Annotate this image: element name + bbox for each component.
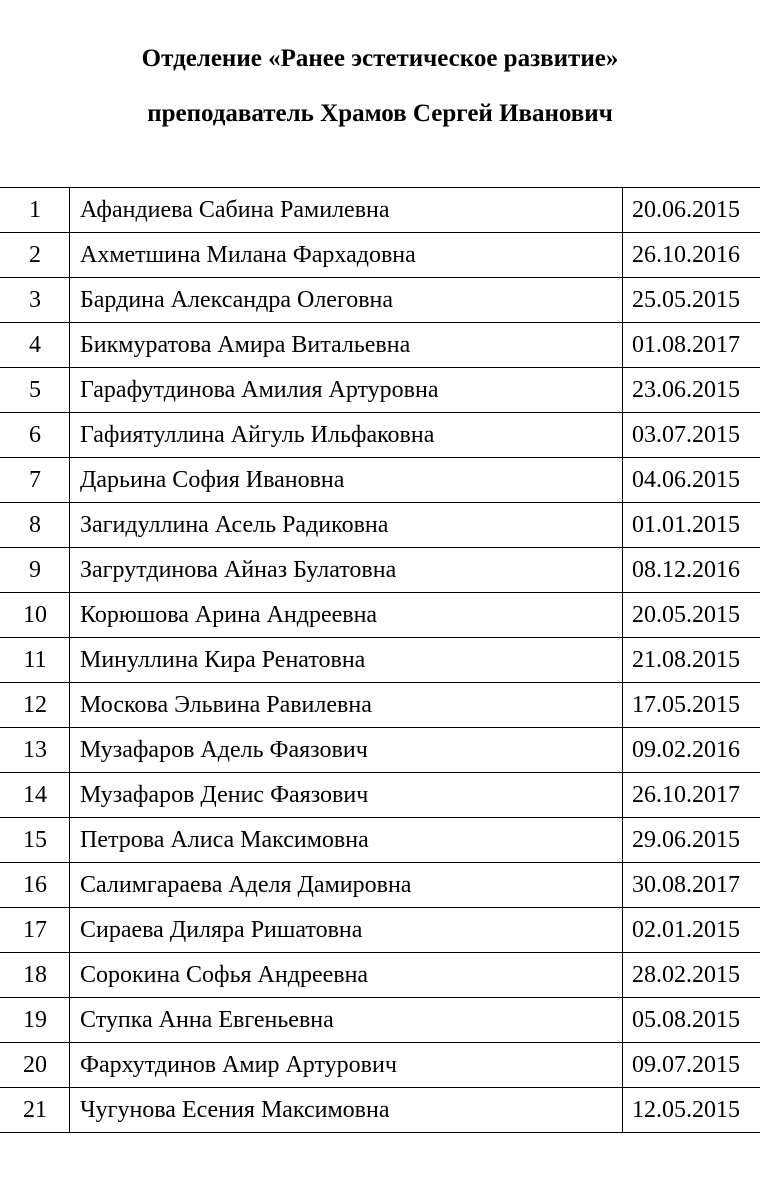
student-name: Дарьина София Ивановна <box>70 458 623 503</box>
student-name: Ахметшина Милана Фархадовна <box>70 233 623 278</box>
row-number: 7 <box>0 458 70 503</box>
table-row <box>0 278 760 323</box>
student-name: Сорокина Софья Андреевна <box>70 953 623 998</box>
birth-date: 04.06.2015 <box>623 458 760 503</box>
table-row <box>0 458 760 503</box>
row-number: 5 <box>0 368 70 413</box>
student-name: Петрова Алиса Максимовна <box>70 818 623 863</box>
table-row <box>0 368 760 413</box>
table-row <box>0 638 760 683</box>
row-number: 13 <box>0 728 70 773</box>
table-row <box>0 683 760 728</box>
birth-date: 25.05.2015 <box>623 278 760 323</box>
student-name: Москова Эльвина Равилевна <box>70 683 623 728</box>
row-number: 20 <box>0 1043 70 1088</box>
table-row <box>0 188 760 233</box>
birth-date: 23.06.2015 <box>623 368 760 413</box>
table-row <box>0 818 760 863</box>
birth-date: 30.08.2017 <box>623 863 760 908</box>
student-name: Ступка Анна Евгеньевна <box>70 998 623 1043</box>
row-number: 3 <box>0 278 70 323</box>
row-number: 18 <box>0 953 70 998</box>
birth-date: 01.01.2015 <box>623 503 760 548</box>
student-name: Музафаров Адель Фаязович <box>70 728 623 773</box>
birth-date: 12.05.2015 <box>623 1088 760 1133</box>
table-row <box>0 1043 760 1088</box>
student-name: Корюшова Арина Андреевна <box>70 593 623 638</box>
birth-date: 20.06.2015 <box>623 188 760 233</box>
row-number: 15 <box>0 818 70 863</box>
row-number: 16 <box>0 863 70 908</box>
birth-date: 08.12.2016 <box>623 548 760 593</box>
birth-date: 28.02.2015 <box>623 953 760 998</box>
student-table <box>0 187 760 1133</box>
student-name: Бикмуратова Амира Витальевна <box>70 323 623 368</box>
document-title: Отделение «Ранее эстетическое развитие» <box>141 45 619 72</box>
birth-date: 17.05.2015 <box>623 683 760 728</box>
student-name: Гарафутдинова Амилия Артуровна <box>70 368 623 413</box>
row-number: 6 <box>0 413 70 458</box>
student-name: Фархутдинов Амир Артурович <box>70 1043 623 1088</box>
table-row <box>0 233 760 278</box>
student-name: Музафаров Денис Фаязович <box>70 773 623 818</box>
table-row <box>0 953 760 998</box>
row-number: 12 <box>0 683 70 728</box>
row-number: 8 <box>0 503 70 548</box>
birth-date: 09.07.2015 <box>623 1043 760 1088</box>
row-number: 9 <box>0 548 70 593</box>
teacher-line: преподаватель Храмов Сергей Иванович <box>147 100 613 127</box>
student-name: Чугунова Есения Максимовна <box>70 1088 623 1133</box>
birth-date: 02.01.2015 <box>623 908 760 953</box>
row-number: 19 <box>0 998 70 1043</box>
table-row <box>0 503 760 548</box>
student-name: Загидуллина Асель Радиковна <box>70 503 623 548</box>
birth-date: 26.10.2017 <box>623 773 760 818</box>
table-row <box>0 1088 760 1133</box>
row-number: 1 <box>0 188 70 233</box>
table-row <box>0 998 760 1043</box>
birth-date: 05.08.2015 <box>623 998 760 1043</box>
birth-date: 03.07.2015 <box>623 413 760 458</box>
birth-date: 01.08.2017 <box>623 323 760 368</box>
table-row <box>0 773 760 818</box>
student-name: Бардина Александра Олеговна <box>70 278 623 323</box>
table-row <box>0 323 760 368</box>
student-name: Афандиева Сабина Рамилевна <box>70 188 623 233</box>
row-number: 10 <box>0 593 70 638</box>
student-name: Гафиятуллина Айгуль Ильфаковна <box>70 413 623 458</box>
birth-date: 20.05.2015 <box>623 593 760 638</box>
birth-date: 29.06.2015 <box>623 818 760 863</box>
row-number: 17 <box>0 908 70 953</box>
birth-date: 21.08.2015 <box>623 638 760 683</box>
row-number: 11 <box>0 638 70 683</box>
row-number: 2 <box>0 233 70 278</box>
student-name: Минуллина Кира Ренатовна <box>70 638 623 683</box>
table-row <box>0 413 760 458</box>
birth-date: 26.10.2016 <box>623 233 760 278</box>
table-row <box>0 593 760 638</box>
row-number: 4 <box>0 323 70 368</box>
birth-date: 09.02.2016 <box>623 728 760 773</box>
student-name: Салимгараева Аделя Дамировна <box>70 863 623 908</box>
table-row <box>0 863 760 908</box>
row-number: 14 <box>0 773 70 818</box>
table-row <box>0 548 760 593</box>
student-name: Загрутдинова Айназ Булатовна <box>70 548 623 593</box>
student-name: Сираева Диляра Ришатовна <box>70 908 623 953</box>
table-row <box>0 908 760 953</box>
student-table-body <box>0 188 760 1133</box>
table-row <box>0 728 760 773</box>
row-number: 21 <box>0 1088 70 1133</box>
